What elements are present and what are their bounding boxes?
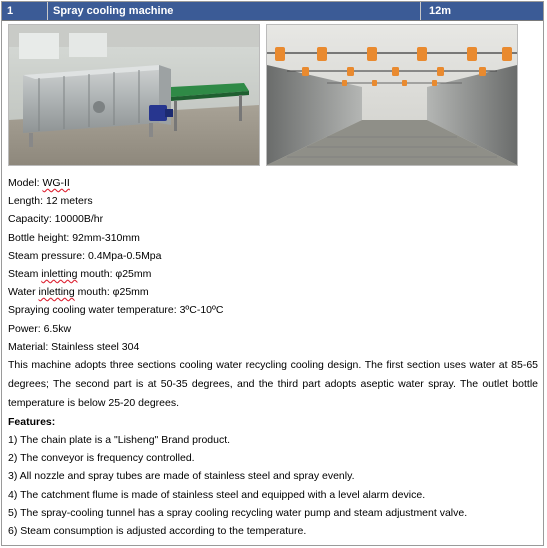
spec-power: Power: 6.5kw [8,322,72,335]
header-row [2,2,543,21]
spec-length: Length: 12 meters [8,195,93,208]
features-title: Features: [8,415,56,428]
spec-block [8,174,538,540]
feature-item: 3) All nozzle and spray tubes are made of stainless steel and spray evenly. [8,470,355,483]
feature-item: 4) The catchment flume is made of stainless steel and equipped with a level alarm device. [8,488,426,501]
spec-water-inlet: Water inletting mouth: φ25mm [8,286,149,299]
spec-steam-inlet: Steam inletting mouth: φ25mm [8,267,152,280]
spec-spray-temperature: Spraying cooling water temperature: 3ºC-10ºC [8,304,224,317]
product-sheet [1,1,544,546]
feature-item: 1) The chain plate is a "Lisheng" Brand product. [8,434,231,447]
spec-model: Model: WG-II [8,177,70,189]
feature-item: 6) Steam consumption is adjusted according to the temperature. [8,525,307,537]
spec-material: Material: Stainless steel 304 [8,340,140,353]
spec-steam-pressure: Steam pressure: 0.4Mpa-0.5Mpa [8,249,162,262]
product-length: 12m [429,5,452,17]
machine-photo [8,24,260,166]
feature-item: 5) The spray-cooling tunnel has a spray cooling recycling water pump and steam adjustment valve. [8,506,468,519]
description: This machine adopts three sections cooling water recycling cooling design. The first section uses water at 85-65 degrees; The second part is at 50-35 degrees, and the third part adopts aseptic water spray. The outlet bottle temperature is below 25-20 degrees. [8,358,538,409]
item-number: 1 [2,2,48,20]
tunnel-photo [266,24,518,166]
product-name: Spray cooling machine [48,2,421,20]
feature-item: 2) The conveyor is frequency controlled. [8,452,195,465]
spec-capacity: Capacity: 10000B/hr [8,213,104,226]
spec-bottle-height: Bottle height: 92mm-310mm [8,231,140,244]
